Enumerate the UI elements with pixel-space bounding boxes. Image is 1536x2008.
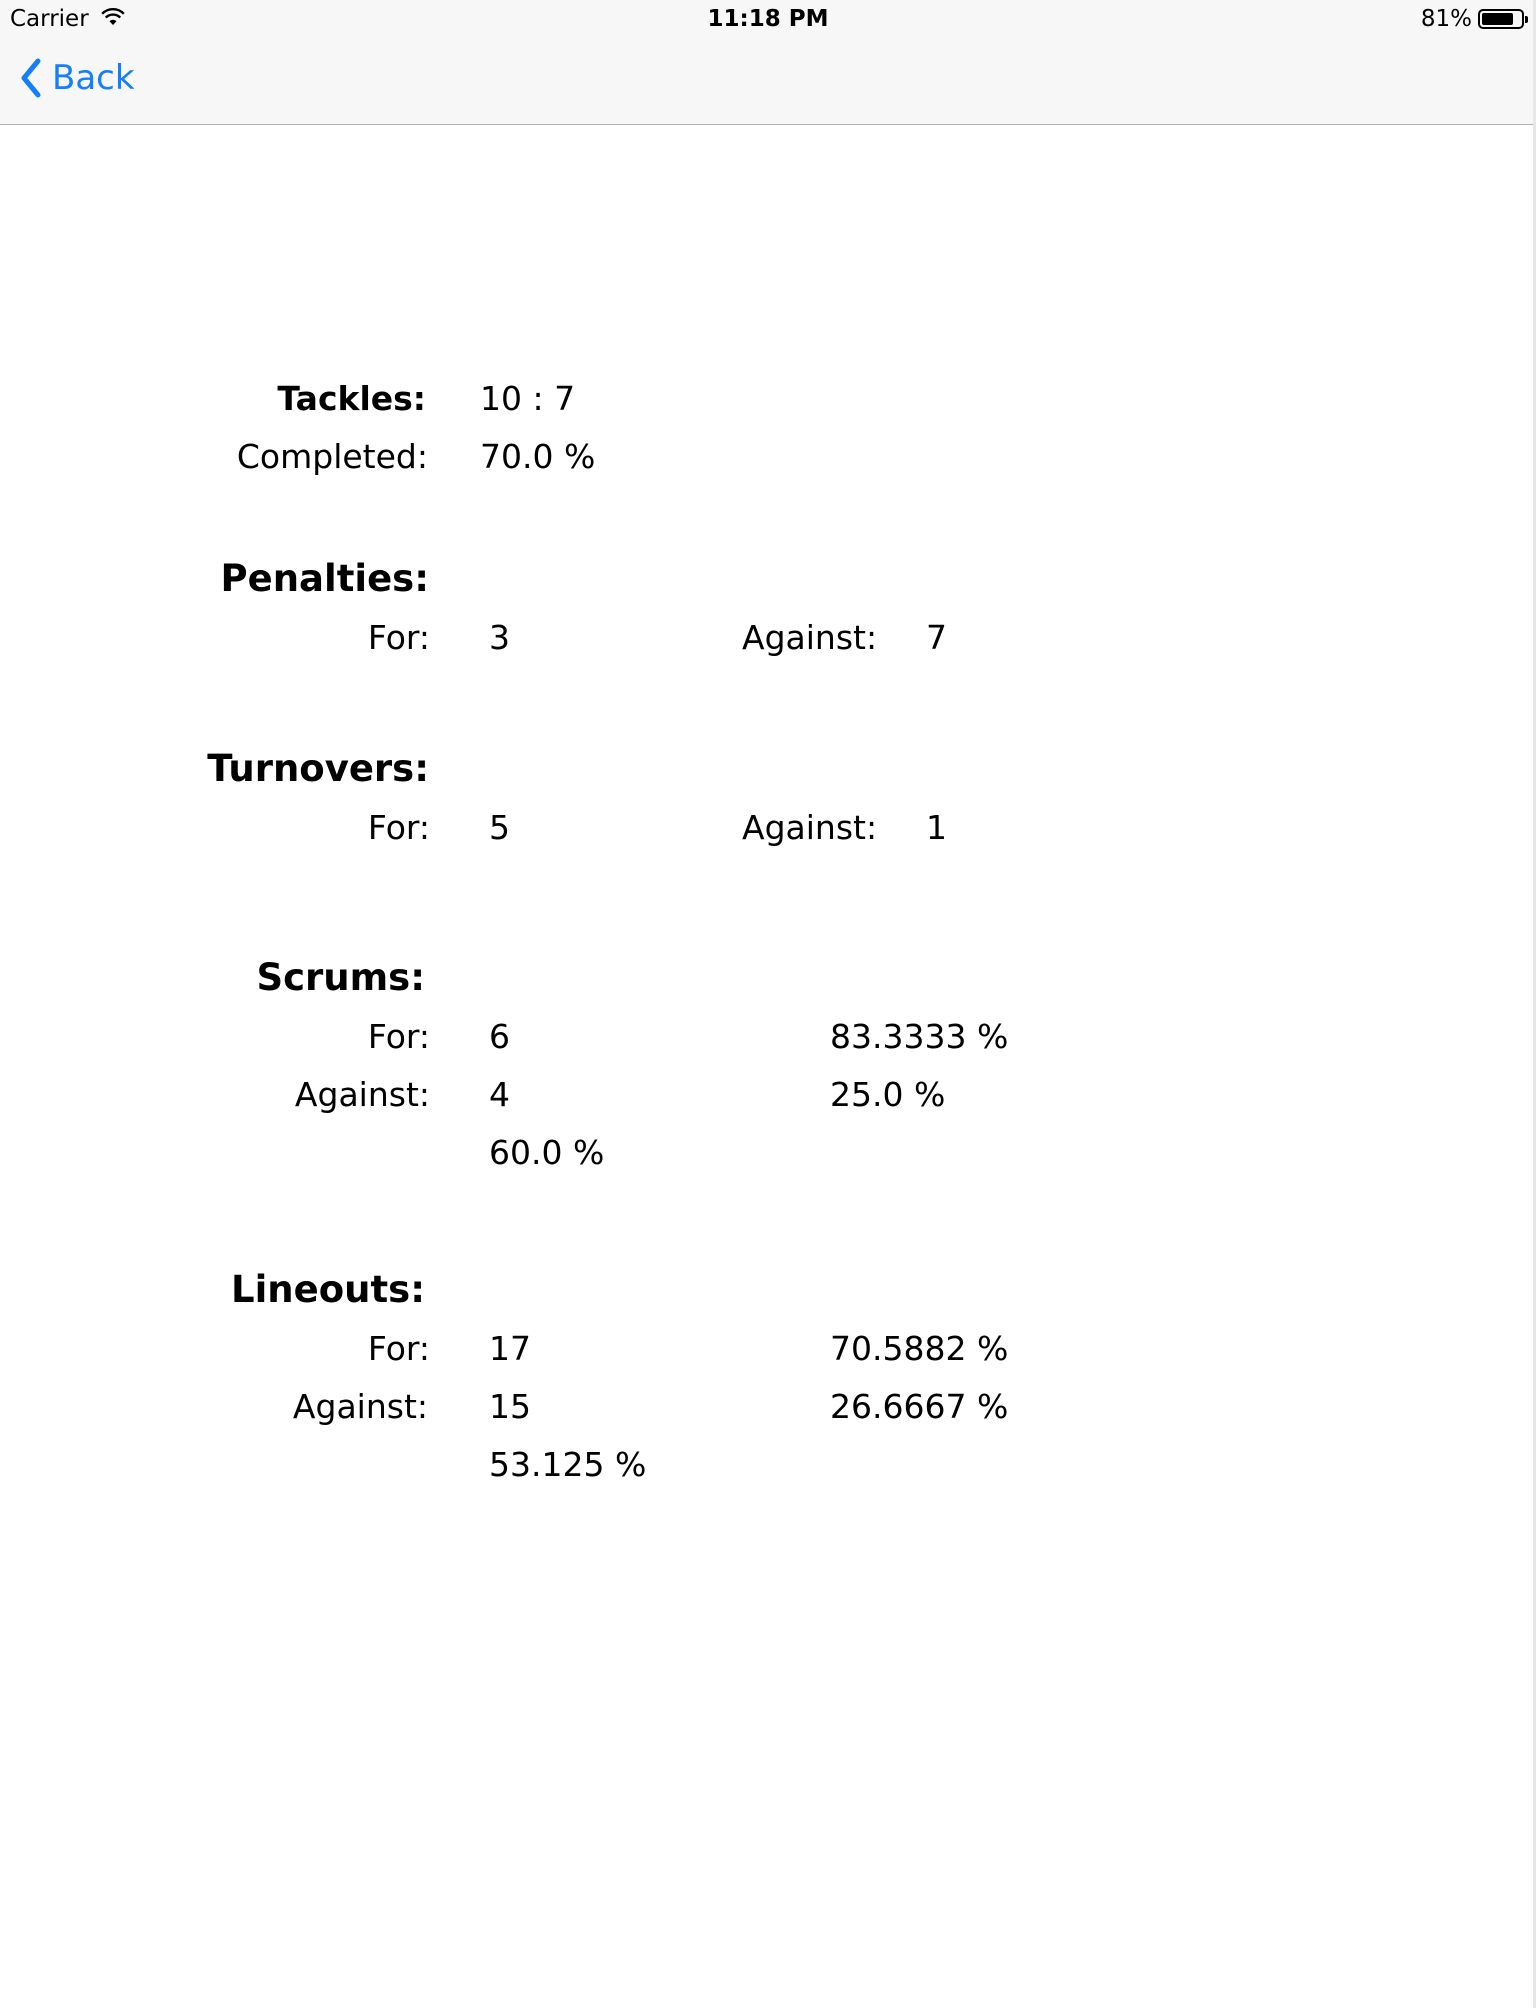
scrums-for-value: 6 — [489, 1017, 510, 1056]
lineouts-for-percent: 70.5882 % — [830, 1329, 1009, 1368]
tackles-value: 10 : 7 — [480, 379, 576, 418]
tackles-title: Tackles: — [277, 379, 426, 418]
lineouts-for-value: 17 — [489, 1329, 531, 1368]
lineouts-against-percent: 26.6667 % — [830, 1387, 1009, 1426]
scrums-against-value: 4 — [489, 1075, 510, 1114]
scrums-for-label: For: — [367, 1017, 430, 1056]
scrums-title: Scrums: — [256, 956, 425, 999]
penalties-for-value: 3 — [489, 618, 510, 657]
turnovers-for-label: For: — [367, 808, 430, 847]
battery-fill — [1482, 13, 1513, 25]
status-battery — [1421, 6, 1524, 32]
back-button[interactable] — [20, 58, 135, 98]
back-label: Back — [52, 58, 135, 98]
lineouts-total-percent: 53.125 % — [489, 1445, 647, 1484]
lineouts-title: Lineouts: — [231, 1268, 425, 1311]
turnovers-against-value: 1 — [926, 808, 947, 847]
battery-percent: 81% — [1420, 6, 1472, 32]
penalties-for-label: For: — [367, 618, 430, 657]
tackles-completed-label: Completed: — [236, 437, 428, 476]
battery-icon — [1478, 9, 1524, 29]
lineouts-against-label: Against: — [292, 1387, 428, 1426]
turnovers-title: Turnovers: — [207, 747, 429, 790]
lineouts-for-label: For: — [367, 1329, 430, 1368]
status-bar — [0, 0, 1536, 40]
navigation-bar — [0, 40, 1536, 125]
penalties-against-value: 7 — [926, 618, 947, 657]
scrums-total-percent: 60.0 % — [489, 1133, 605, 1172]
penalties-title: Penalties: — [220, 557, 429, 600]
chevron-left-icon — [20, 58, 42, 98]
scrums-against-percent: 25.0 % — [830, 1075, 946, 1114]
status-time: 11:18 PM — [707, 6, 829, 32]
turnovers-against-label: Against: — [742, 808, 878, 847]
carrier-label: Carrier — [10, 6, 89, 32]
tackles-completed-value: 70.0 % — [480, 437, 596, 476]
battery-tip — [1525, 16, 1528, 23]
turnovers-for-value: 5 — [489, 808, 510, 847]
penalties-against-label: Against: — [742, 618, 878, 657]
scrums-for-percent: 83.3333 % — [830, 1017, 1009, 1056]
scrums-against-label: Against: — [294, 1075, 430, 1114]
lineouts-against-value: 15 — [489, 1387, 531, 1426]
